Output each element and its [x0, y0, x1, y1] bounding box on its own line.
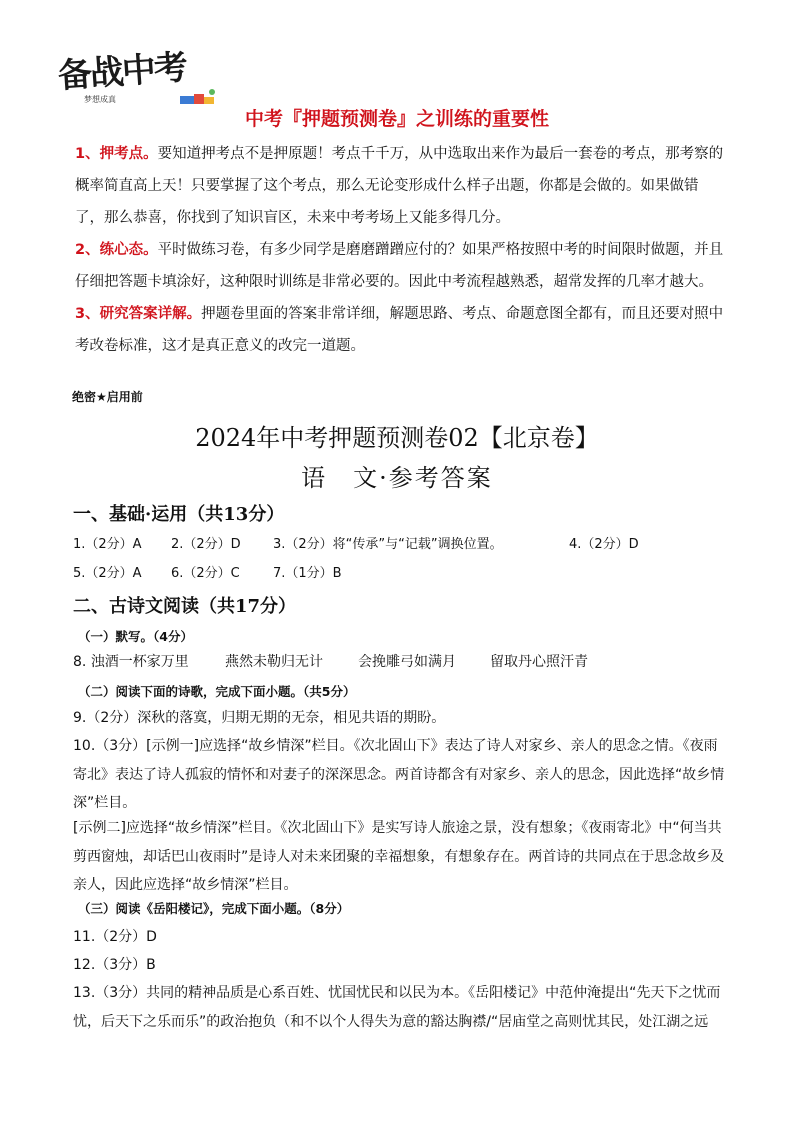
answer-item: 6.（2分）C	[171, 566, 240, 581]
subsection-heading: （一）默写。（4分）	[78, 629, 193, 644]
point-text: 押题卷里面的答案非常详细，解题思路、考点、命题意图全都有，而且还要对照中考改卷标准，这才是真正意义的改完一道题。	[75, 306, 724, 354]
answer-q9: 9.（2分）深秋的落寞，归期无期的无奈，相见共语的期盼。	[73, 710, 446, 726]
answer-item: 3.（2分）将“传承”与“记载”调换位置。	[273, 537, 503, 552]
document-title: 2024年中考押题预测卷02【北京卷】	[195, 424, 599, 452]
answer-item: 7.（1分）B	[273, 566, 342, 581]
answer-item: 2.（2分）D	[171, 537, 241, 552]
subsection-heading: （二）阅读下面的诗歌，完成下面小题。（共5分）	[78, 684, 356, 699]
answer-q11: 11.（2分）D	[73, 929, 157, 945]
point-lead: 1、押考点。	[75, 146, 158, 162]
logo-subtext: 梦想成真	[84, 95, 116, 104]
answer-row	[73, 535, 639, 555]
section-heading-2: 二、古诗文阅读（共17分）	[73, 596, 297, 617]
answer-item: 1.（2分）A	[73, 537, 142, 552]
section-heading-1: 一、基础·运用（共13分）	[73, 504, 285, 525]
answer-item: 燕然未勒归无计	[225, 654, 323, 670]
answer-item: 8. 浊酒一杯家万里	[73, 654, 189, 670]
point-lead: 2、练心态。	[75, 242, 158, 258]
answer-row	[73, 564, 342, 584]
answer-q12: 12.（3分）B	[73, 957, 156, 973]
point-text: 要知道押考点不是押原题！考点千千万，从中选取出来作为最后一套卷的考点，那考察的概率简直高上天！只要掌握了这个考点，那么无论变形成什么样子出题，你都是会做的。如果做错了，那么恭喜，你找到了知识盲区，未来中考考场上又能多得几分。	[75, 146, 724, 226]
secret-label: 绝密★启用前	[72, 390, 143, 404]
answer-item: 会挽雕弓如满月	[358, 654, 456, 670]
logo-text: 备战中考	[56, 47, 188, 97]
promo-point-3	[75, 298, 725, 362]
subsection-heading: （三）阅读《岳阳楼记》，完成下面小题。（8分）	[78, 901, 350, 916]
answer-q10-example2: [示例二]应选择“故乡情深”栏目。《次北固山下》是实写诗人旅途之景，没有想象；《夜雨寄北》中“何当共剪西窗烛，却话巴山夜雨时”是诗人对未来团聚的幸福想象，有想象存在。两首诗的共同点在于思念故乡及亲人，因此应选择“故乡情深”栏目。	[73, 820, 725, 893]
point-text: 平时做练习卷，有多少同学是磨磨蹭蹭应付的？如果严格按照中考的时间限时做题，并且仔细把答题卡填涂好，这种限时训练是非常必要的。因此中考流程越熟悉，超常发挥的几率才越大。	[75, 242, 724, 290]
answer-row	[73, 652, 588, 672]
answer-item: 5.（2分）A	[73, 566, 142, 581]
answer-q13: 13.（3分）共同的精神品质是心系百姓、忧国忧民和以民为本。《岳阳楼记》中范仲淹提出“先天下之忧而忧，后天下之乐而乐”的政治抱负（和不以个人得失为意的豁达胸襟/“居庙堂之高则忧其民，处江湖之远	[73, 985, 721, 1030]
answer-item: 留取丹心照汗青	[490, 654, 588, 670]
brand-logo	[56, 47, 208, 108]
promo-title: 中考『押题预测卷』之训练的重要性	[244, 108, 549, 130]
promo-point-2	[75, 234, 725, 298]
point-lead: 3、研究答案详解。	[75, 306, 202, 322]
promo-point-1	[75, 138, 725, 234]
answer-item: 4.（2分）D	[569, 537, 639, 552]
answer-q10-example1: 10.（3分）[示例一]应选择“故乡情深”栏目。《次北固山下》表达了诗人对家乡、亲人的思念之情。《夜雨寄北》表达了诗人孤寂的情怀和对妻子的深深思念。两首诗都含有对家乡、亲人的思念，因此选择“故乡情深”栏目。	[73, 738, 725, 811]
document-subtitle: 语 文·参考答案	[301, 464, 493, 492]
